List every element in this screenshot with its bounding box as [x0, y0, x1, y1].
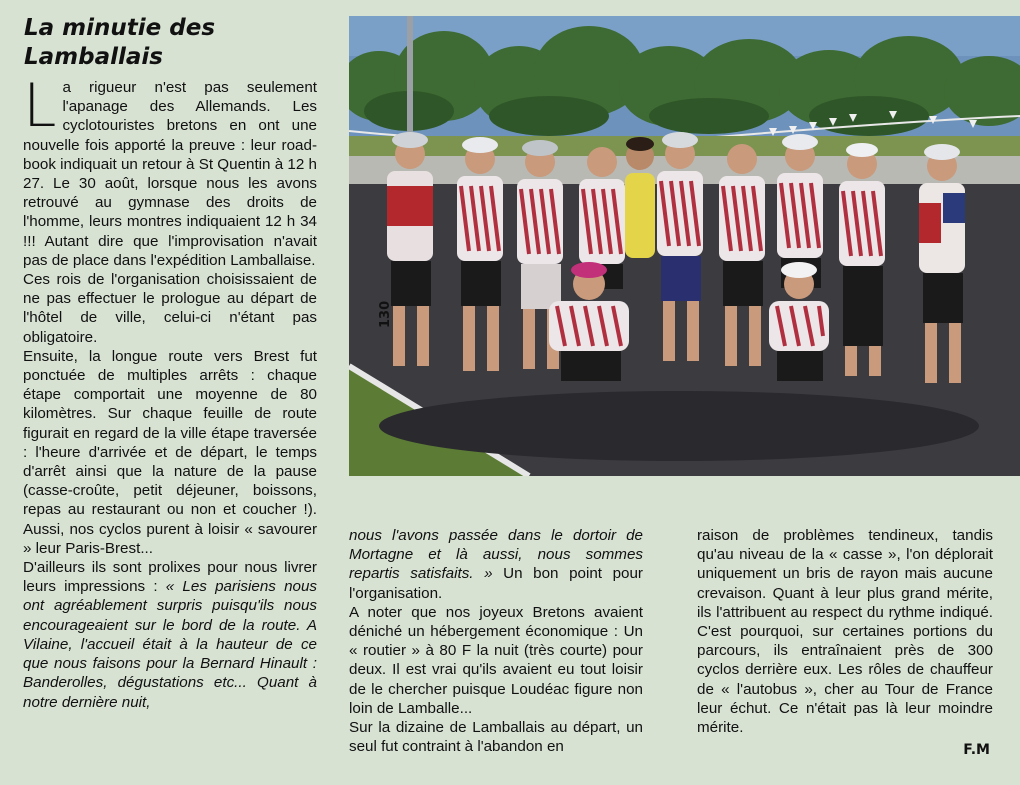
paragraph-text: D'ailleurs ils sont prolixes pour nous livrer leurs impressions : — [23, 559, 317, 596]
paragraph — [23, 71, 317, 270]
article-column-2 — [349, 526, 643, 756]
drop-cap: L — [23, 71, 57, 141]
paragraph — [349, 526, 643, 603]
article-column-3 — [697, 526, 993, 737]
quote-text: « Les parisiens nous ont agréablement surpris puisqu'ils nous encourageaient sur le bord de la route. A Vilaine, l'accueil était à la hauteur de ce que nous faisons pour la Bernard Hinault : Banderolles, dégustations etc... Quant à notre dernière nuit, — [23, 578, 318, 711]
jersey-number: 130 — [378, 300, 393, 328]
paragraph-text: a rigueur n'est pas seulement l'apanage des Allemands. Les cyclotouristes bretons en ont une nouvelle fois apporté la preuve : leur road-book indiquait un retour à St Quentin à 12 h 27. Le 30 août, lorsque nous les avons retrouvé au gymnase des droits de l'homme, leurs montres indiquaient 12 h 34 !!! Autant dire que l'improvisation n'avait pas de place dans l'expédition Lamballaise. — [23, 79, 317, 269]
author-signature: F.M — [963, 742, 990, 758]
title-line-1: La minutie des — [24, 15, 216, 41]
paragraph: Ces rois de l'organisation choisissaient de ne pas effectuer le prologue au départ de l'hôtel de ville, celui-ci n'étant pas obligatoire. — [23, 271, 317, 346]
quote-text: nous l'avons passée dans le dortoir de Mortagne et là aussi, nous sommes repartis satisfaits. » — [349, 527, 643, 583]
article-column-1 — [23, 71, 318, 712]
article-title — [24, 14, 324, 72]
group-photo — [349, 16, 1020, 476]
paragraph: A noter que nos joyeux Bretons avaient déniché un hébergement économique : Un « routier » à 80 F la nuit (très courte) pour deux. Il est vrai qu'ils avaient eu tout loisir de le chercher puisque Loudéac figure non loin de Lamballe... — [349, 603, 643, 717]
paragraph-text: Un bon point pour l'organisation. — [349, 565, 643, 602]
paragraph — [23, 558, 317, 712]
title-line-2: Lamballais — [24, 44, 163, 70]
paragraph: Ensuite, la longue route vers Brest fut ponctuée de multiples arrêts : chaque étape comportait une moyenne de 80 kilomètres. Sur chaque feuille de route figurait en regard de la ville étape traversée : l'heure d'arrivée et de départ, le temps d'arrêt ainsi que la nature de la pause (casse-croûte, petit déjeuner, boissons, repas au restaurant ou non et coucher !). Aussi, nos cyclos purent à loisir « savourer » leur Paris-Brest... — [23, 347, 317, 557]
paragraph: raison de problèmes tendineux, tandis qu'au niveau de la « casse », l'on déplorait uniquement un bris de rayon mais aucune crevaison. Quant à leur plus grand mérite, ils l'attribuent au respect du rythme indiqué. C'est pourquoi, sur certaines portions du parcours, ils entraînaient près de 300 cyclos derrière eux. Les rôles de chauffeur de « l'autobus », cher au Tour de France leur échut. Ce n'était pas là leur moindre mérite. — [697, 527, 993, 737]
paragraph: Sur la dizaine de Lamballais au départ, un seul fut contraint à l'abandon en — [349, 719, 643, 756]
